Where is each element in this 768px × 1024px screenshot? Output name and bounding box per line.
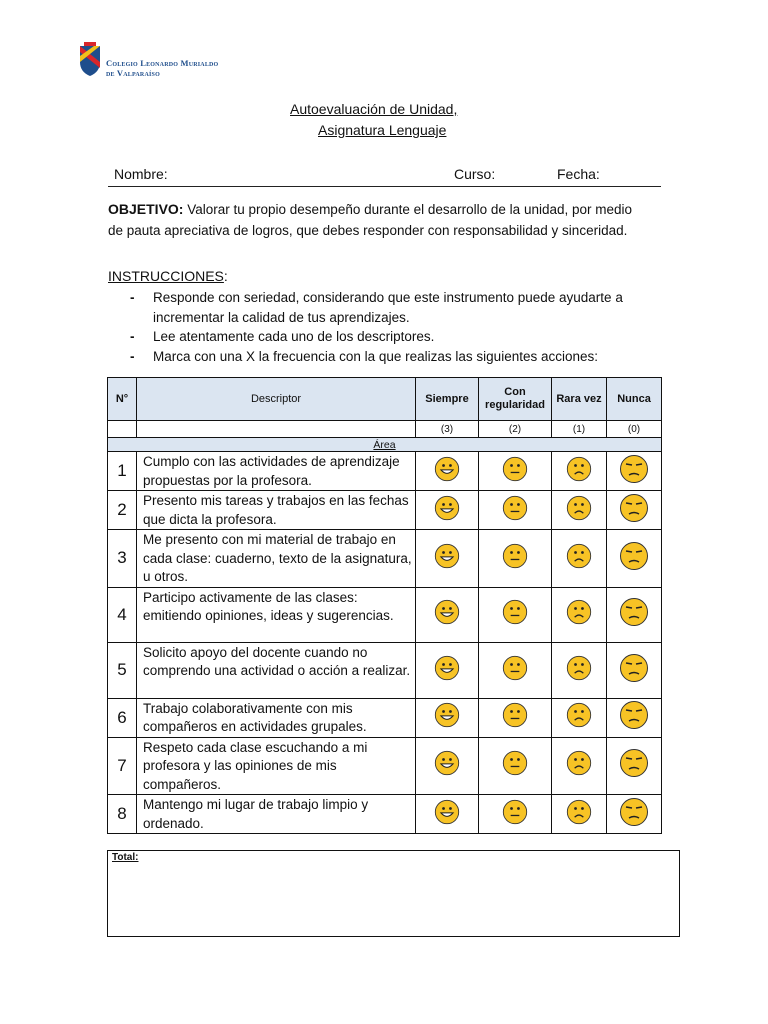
neutral-face-icon (502, 750, 528, 776)
frowning-face-icon (566, 599, 592, 625)
school-logo (78, 42, 278, 82)
grinning-face-icon (434, 495, 460, 521)
row-descriptor: Solicito apoyo del docente cuando no comprendo una actividad o acción a realizar. (137, 642, 416, 698)
school-name-line1: Colegio Leonardo Murialdo (106, 58, 219, 68)
school-name-line2: de Valparaíso (106, 68, 160, 78)
title-line1: Autoevaluación de Unidad, (290, 101, 458, 117)
rating-cell[interactable] (607, 587, 662, 642)
neutral-face-icon (502, 456, 528, 482)
row-number: 3 (108, 530, 137, 588)
grinning-face-icon (434, 543, 460, 569)
frowning-face-icon (566, 543, 592, 569)
rating-cell[interactable] (552, 698, 607, 737)
rating-cell[interactable] (607, 737, 662, 795)
row-number: 7 (108, 737, 137, 795)
unamused-face-icon (619, 748, 649, 778)
rating-cell[interactable] (552, 642, 607, 698)
grinning-face-icon (434, 702, 460, 728)
rating-cell[interactable] (479, 491, 552, 530)
instrucciones-label: INSTRUCCIONES (108, 268, 224, 284)
objetivo-paragraph (108, 199, 638, 241)
row-descriptor: Presento mis tareas y trabajos en las fechas que dicta la profesora. (137, 491, 416, 530)
area-row: Área (108, 438, 662, 452)
table-row (108, 737, 662, 795)
rating-cell[interactable] (607, 795, 662, 834)
unamused-face-icon (619, 454, 649, 484)
value-con-regularidad: (2) (479, 421, 552, 438)
frowning-face-icon (566, 495, 592, 521)
unamused-face-icon (619, 541, 649, 571)
row-number: 6 (108, 698, 137, 737)
rating-cell[interactable] (416, 587, 479, 642)
table-row (108, 491, 662, 530)
table-row (108, 530, 662, 588)
frowning-face-icon (566, 702, 592, 728)
table-row (108, 642, 662, 698)
frowning-face-icon (566, 655, 592, 681)
header-descriptor: Descriptor (137, 378, 416, 421)
table-row (108, 587, 662, 642)
objetivo-label: OBJETIVO: (108, 201, 184, 217)
row-number: 4 (108, 587, 137, 642)
rating-cell[interactable] (416, 491, 479, 530)
header-con-regularidad: Con regularidad (479, 378, 552, 421)
table-row (108, 452, 662, 491)
frowning-face-icon (566, 456, 592, 482)
nombre-label: Nombre: (114, 166, 168, 182)
rating-cell[interactable] (607, 698, 662, 737)
rating-cell[interactable] (416, 530, 479, 588)
frowning-face-icon (566, 799, 592, 825)
instruction-item: - Responde con seriedad, considerando que este instrumento puede ayudarte a incrementar la calidad de tus aprendizajes. (130, 288, 660, 327)
rating-cell[interactable] (552, 795, 607, 834)
rating-cell[interactable] (552, 491, 607, 530)
unamused-face-icon (619, 493, 649, 523)
value-spacer (137, 421, 416, 438)
evaluation-table (107, 377, 662, 834)
unamused-face-icon (619, 797, 649, 827)
rating-cell[interactable] (552, 530, 607, 588)
unamused-face-icon (619, 597, 649, 627)
neutral-face-icon (502, 599, 528, 625)
fecha-label: Fecha: (557, 166, 600, 182)
curso-label: Curso: (454, 166, 496, 182)
value-nunca: (0) (607, 421, 662, 438)
rating-cell[interactable] (416, 698, 479, 737)
instrucciones-list (130, 288, 660, 366)
row-descriptor: Participo activamente de las clases: emitiendo opiniones, ideas y sugerencias. (137, 587, 416, 642)
grinning-face-icon (434, 655, 460, 681)
instrucciones-heading (108, 268, 228, 284)
row-descriptor: Mantengo mi lugar de trabajo limpio y ordenado. (137, 795, 416, 834)
header-rara-vez: Rara vez (552, 378, 607, 421)
total-box (107, 850, 680, 937)
rating-cell[interactable] (416, 452, 479, 491)
rating-cell[interactable] (479, 795, 552, 834)
rating-cell[interactable] (552, 587, 607, 642)
row-number: 5 (108, 642, 137, 698)
neutral-face-icon (502, 799, 528, 825)
objetivo-text: Valorar tu propio desempeño durante el desarrollo de la unidad, por medio de pauta apreciativa de logros, que debes responder con responsabilidad y sinceridad. (108, 202, 633, 238)
value-siempre: (3) (416, 421, 479, 438)
row-descriptor: Me presento con mi material de trabajo en cada clase: cuaderno, texto de la asignatura, u otros. (137, 530, 416, 588)
total-label: Total: (112, 852, 139, 863)
rating-cell[interactable] (552, 737, 607, 795)
row-descriptor: Cumplo con las actividades de aprendizaje propuestas por la profesora. (137, 452, 416, 491)
value-rara-vez: (1) (552, 421, 607, 438)
neutral-face-icon (502, 702, 528, 728)
value-spacer (108, 421, 137, 438)
rating-cell[interactable] (479, 587, 552, 642)
rating-cell[interactable] (607, 530, 662, 588)
rating-cell[interactable] (607, 491, 662, 530)
table-row (108, 795, 662, 834)
school-crest-icon (78, 42, 102, 78)
rating-cell[interactable] (479, 642, 552, 698)
instrucciones-colon: : (223, 268, 228, 284)
unamused-face-icon (619, 653, 649, 683)
row-descriptor: Trabajo colaborativamente con mis compañeros en actividades grupales. (137, 698, 416, 737)
rating-cell[interactable] (479, 452, 552, 491)
unamused-face-icon (619, 700, 649, 730)
rating-cell[interactable] (479, 698, 552, 737)
rating-cell[interactable] (479, 737, 552, 795)
rating-cell[interactable] (607, 452, 662, 491)
rating-cell[interactable] (416, 737, 479, 795)
grinning-face-icon (434, 456, 460, 482)
header-siempre: Siempre (416, 378, 479, 421)
grinning-face-icon (434, 750, 460, 776)
title-line2: Asignatura Lenguaje (318, 122, 447, 138)
row-number: 1 (108, 452, 137, 491)
rating-cell[interactable] (416, 795, 479, 834)
student-info-row (108, 164, 661, 187)
header-nunca: Nunca (607, 378, 662, 421)
table-row (108, 698, 662, 737)
instruction-item: - Marca con una X la frecuencia con la que realizas las siguientes acciones: (130, 347, 660, 367)
grinning-face-icon (434, 599, 460, 625)
rating-cell[interactable] (607, 642, 662, 698)
neutral-face-icon (502, 655, 528, 681)
row-descriptor: Respeto cada clase escuchando a mi profesora y las opiniones de mis compañeros. (137, 737, 416, 795)
neutral-face-icon (502, 495, 528, 521)
neutral-face-icon (502, 543, 528, 569)
rating-cell[interactable] (479, 530, 552, 588)
grinning-face-icon (434, 799, 460, 825)
frowning-face-icon (566, 750, 592, 776)
row-number: 8 (108, 795, 137, 834)
rating-cell[interactable] (416, 642, 479, 698)
header-num: N° (108, 378, 137, 421)
rating-cell[interactable] (552, 452, 607, 491)
instruction-item: - Lee atentamente cada uno de los descriptores. (130, 327, 660, 347)
row-number: 2 (108, 491, 137, 530)
